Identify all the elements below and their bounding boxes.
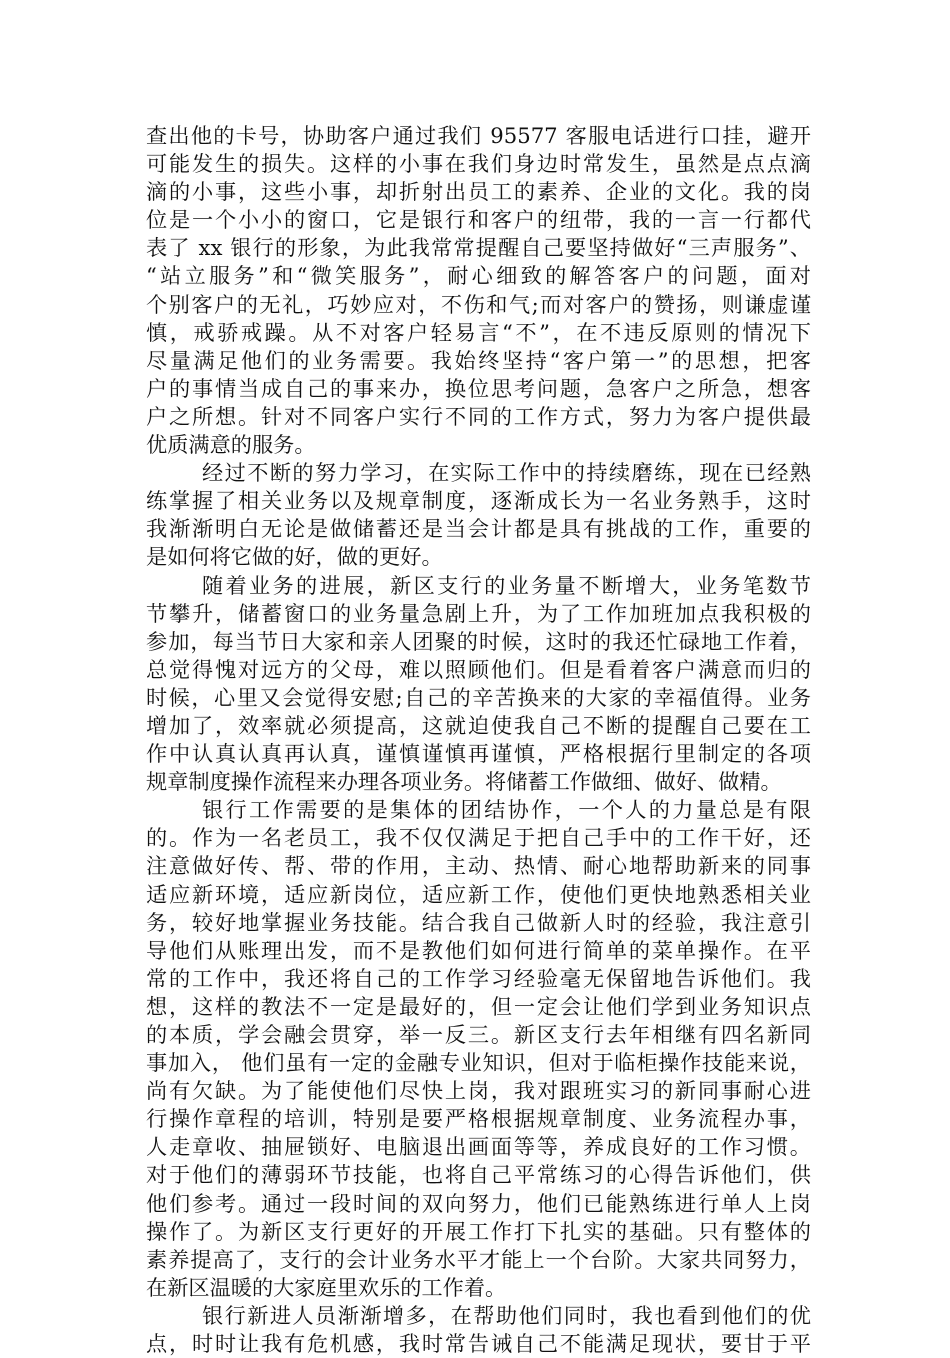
text-line: 人走章收、抽屉锁好、电脑退出画面等等，养成良好的工作习惯。 bbox=[146, 1134, 811, 1160]
text-line: 优质满意的服务。 bbox=[146, 432, 316, 458]
text-line: 的。作为一名老员工，我不仅仅满足于把自己手中的工作干好，还 bbox=[146, 825, 811, 851]
text-line: 滴的小事，这些小事，却折射出员工的素养、企业的文化。我的岗 bbox=[146, 179, 811, 205]
text-line: 练掌握了相关业务以及规章制度，逐渐成长为一名业务熟手，这时 bbox=[146, 488, 811, 514]
text-line: 银行新进人员渐渐增多，在帮助他们同时，我也看到他们的优 bbox=[202, 1302, 811, 1328]
text-line: 户之所想。针对不同客户实行不同的工作方式，努力为客户提供最 bbox=[146, 403, 811, 429]
text-line: 他们参考。通过一段时间的双向努力，他们已能熟练进行单人上岗 bbox=[146, 1190, 811, 1216]
paragraph bbox=[146, 796, 811, 1302]
text-line: 节攀升，储蓄窗口的业务量急剧上升，为了工作加班加点我积极的 bbox=[146, 600, 811, 626]
paragraph bbox=[146, 459, 811, 571]
text-line: 时候，心里又会觉得安慰;自己的辛苦换来的大家的幸福值得。业务 bbox=[146, 684, 811, 710]
document-body bbox=[146, 122, 811, 1358]
text-line: 导他们从账理出发，而不是教他们如何进行简单的菜单操作。在平 bbox=[146, 937, 811, 963]
text-line: 尚有欠缺。为了能使他们尽快上岗，我对跟班实习的新同事耐心进 bbox=[146, 1078, 811, 1104]
text-line: 我渐渐明白无论是做储蓄还是当会计都是具有挑战的工作，重要的 bbox=[146, 516, 811, 542]
text-line: 表了 xx 银行的形象，为此我常常提醒自己要坚持做好“三声服务”、 bbox=[146, 235, 811, 261]
text-line: 行操作章程的培训，特别是要严格根据规章制度、业务流程办事， bbox=[146, 1106, 811, 1132]
text-line: 查出他的卡号，协助客户通过我们 95577 客服电话进行口挂，避开 bbox=[146, 123, 811, 148]
text-line: 务，较好地掌握业务技能。结合我自己做新人时的经验，我注意引 bbox=[146, 909, 811, 935]
paragraph bbox=[146, 1302, 811, 1358]
text-line: 慎，戒骄戒躁。从不对客户轻易言“不”，在不违反原则的情况下 bbox=[146, 319, 811, 345]
text-line: 参加，每当节日大家和亲人团聚的时候，这时的我还忙碌地工作着， bbox=[146, 628, 811, 654]
text-line: 随着业务的进展，新区支行的业务量不断增大，业务笔数节 bbox=[202, 572, 811, 598]
text-line: 操作了。为新区支行更好的开展工作打下扎实的基础。只有整体的 bbox=[146, 1218, 811, 1244]
text-line: 经过不断的努力学习，在实际工作中的持续磨练，现在已经熟 bbox=[202, 460, 811, 486]
text-line: 对于他们的薄弱环节技能，也将自己平常练习的心得告诉他们，供 bbox=[146, 1162, 811, 1188]
text-line: 尽量满足他们的业务需要。我始终坚持“客户第一”的思想，把客 bbox=[146, 347, 811, 373]
text-line: 在新区温暖的大家庭里欢乐的工作着。 bbox=[146, 1274, 507, 1300]
text-line: 是如何将它做的好，做的更好。 bbox=[146, 544, 443, 570]
text-line: 常的工作中，我还将自己的工作学习经验毫无保留地告诉他们。我 bbox=[146, 965, 811, 991]
text-line: 点，时时让我有危机感，我时常告诫自己不能满足现状，要甘于平 bbox=[146, 1331, 811, 1357]
text-line: 的本质，学会融会贯穿，举一反三。新区支行去年相继有四名新同 bbox=[146, 1022, 811, 1047]
text-line: “站立服务”和“微笑服务”，耐心细致的解答客户的问题，面对 bbox=[146, 263, 811, 289]
paragraph bbox=[146, 572, 811, 797]
text-line: 素养提高了，支行的会计业务水平才能上一个台阶。大家共同努力， bbox=[146, 1246, 811, 1272]
text-line: 事加入， 他们虽有一定的金融专业知识，但对于临柜操作技能来说， bbox=[146, 1050, 811, 1076]
text-line: 户的事情当成自己的事来办，换位思考问题，急客户之所急，想客 bbox=[146, 375, 811, 401]
paragraph bbox=[146, 122, 811, 459]
text-line: 总觉得愧对远方的父母，难以照顾他们。但是看着客户满意而归的 bbox=[146, 656, 811, 682]
text-line: 可能发生的损失。这样的小事在我们身边时常发生，虽然是点点滴 bbox=[146, 151, 811, 177]
text-line: 注意做好传、帮、带的作用，主动、热情、耐心地帮助新来的同事 bbox=[146, 853, 811, 879]
text-line: 增加了，效率就必须提高，这就迫使我自己不断的提醒自己要在工 bbox=[146, 712, 811, 738]
text-line: 位是一个小小的窗口，它是银行和客户的纽带，我的一言一行都代 bbox=[146, 207, 811, 233]
text-line: 作中认真认真再认真，谨慎谨慎再谨慎，严格根据行里制定的各项 bbox=[146, 741, 811, 767]
text-line: 银行工作需要的是集体的团结协作，一个人的力量总是有限 bbox=[202, 797, 811, 823]
text-line: 想，这样的教法不一定是最好的，但一定会让他们学到业务知识点 bbox=[146, 993, 811, 1019]
text-line: 个别客户的无礼，巧妙应对，不伤和气;而对客户的赞扬，则谦虚谨 bbox=[146, 291, 811, 317]
text-line: 规章制度操作流程来办理各项业务。将储蓄工作做细、做好、做精。 bbox=[146, 769, 782, 795]
text-line: 适应新环境，适应新岗位，适应新工作，使他们更快地熟悉相关业 bbox=[146, 881, 811, 907]
